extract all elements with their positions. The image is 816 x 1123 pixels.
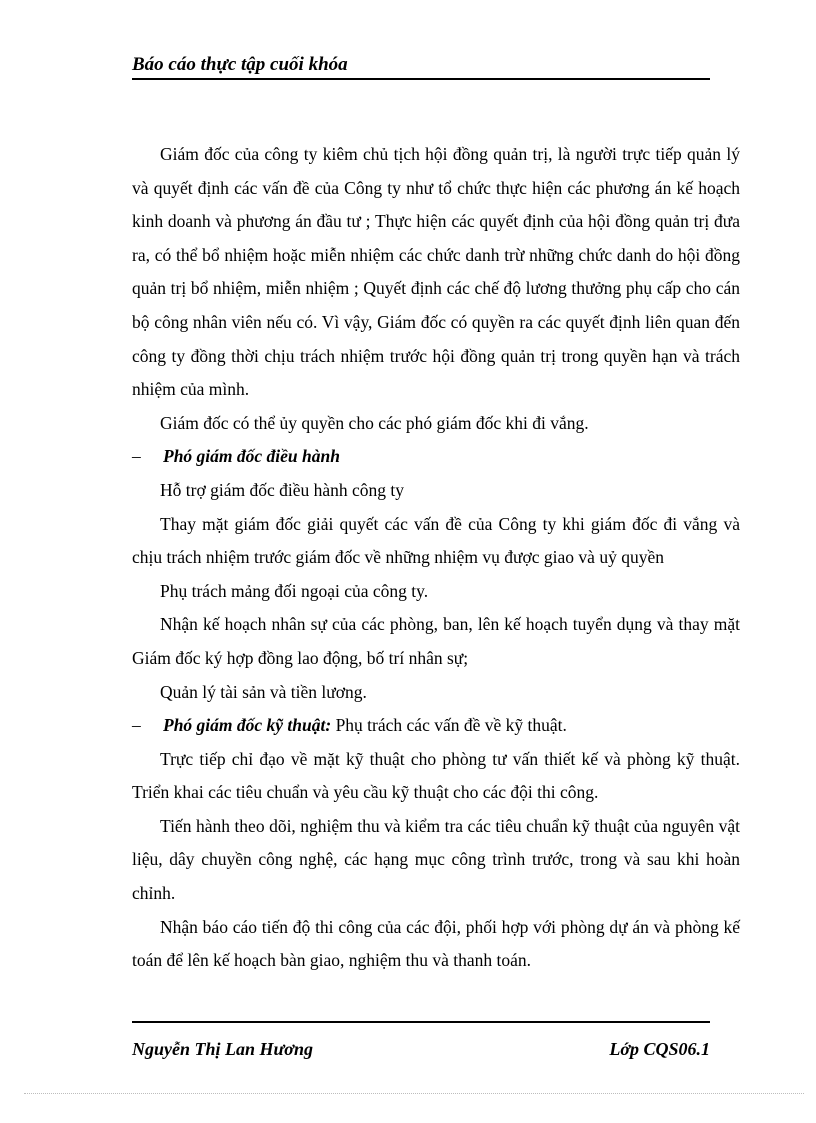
heading-technical-deputy-desc: Phụ trách các vấn đề về kỹ thuật. [331,715,567,736]
heading-technical-deputy: Phó giám đốc kỹ thuật: [163,715,332,736]
dash-bullet: – [132,715,141,736]
paragraph-progress-reports: Nhận báo cáo tiến độ thi công của các đội, phối hợp với phòng dự án và phòng kế toán để lên kế hoạch bàn giao, nghiệm thu và thanh toán. [132,916,740,971]
dash-bullet: – [132,446,141,467]
heading-executive-deputy: Phó giám đốc điều hành [163,446,340,467]
paragraph-external-affairs: Phụ trách mảng đối ngoại của công ty. [160,580,429,601]
paragraph-asset-management: Quản lý tài sản và tiền lương. [160,681,367,702]
paragraph-support-director: Hỗ trợ giám đốc điều hành công ty [160,479,404,500]
section-heading-executive-deputy [132,440,740,474]
header-title: Báo cáo thực tập cuối khóa [132,54,348,75]
paragraph-quality-inspection: Tiến hành theo dõi, nghiệm thu và kiểm tra các tiêu chuẩn kỹ thuật của nguyên vật liệu, dây chuyền công nghệ, các hạng mục công trình trước, trong và sau khi hoàn chỉnh. [132,815,740,904]
footer-divider [132,1021,710,1023]
page-bottom-border [24,1093,804,1094]
paragraph-act-on-behalf: Thay mặt giám đốc giải quyết các vấn đề của Công ty khi giám đốc đi vắng và chịu trách nhiệm trước giám đốc về những nhiệm vụ được giao và uỷ quyền [132,513,740,568]
section-heading-technical-deputy [132,709,740,743]
document-body [132,138,740,978]
page-header [132,52,710,80]
footer-author: Nguyễn Thị Lan Hương [132,1039,313,1059]
paragraph-technical-direction: Trực tiếp chỉ đạo về mặt kỹ thuật cho phòng tư vấn thiết kế và phòng kỹ thuật. Triển khai các tiêu chuẩn và yêu cầu kỹ thuật cho các đội thi công. [132,748,740,803]
paragraph-director-duties: Giám đốc của công ty kiêm chủ tịch hội đồng quản trị, là người trực tiếp quản lý và quyết định các vấn đề của Công ty như tổ chức thực hiện các phương án kế hoạch kinh doanh và phương án đầu tư ; Thực hiện các quyết định của hội đồng quản trị đưa ra, có thể bổ nhiệm hoặc miễn nhiệm các chức danh trừ những chức danh do hội đồng quản trị bổ nhiệm, miễn nhiệm ; Quyết định các chế độ lương thưởng phụ cấp cho cán bộ công nhân viên nếu có. Vì vậy, Giám đốc có quyền ra các quyết định liên quan đến công ty đồng thời chịu trách nhiệm trước hội đồng quản trị trong quyền hạn và trách nhiệm của mình. [132,144,740,400]
footer-class: Lớp CQS06.1 [609,1039,710,1059]
paragraph-hr-planning: Nhận kế hoạch nhân sự của các phòng, ban, lên kế hoạch tuyển dụng và thay mặt Giám đốc ký hợp đồng lao động, bố trí nhân sự; [132,614,740,668]
paragraph-delegation: Giám đốc có thể ủy quyền cho các phó giám đốc khi đi vắng. [160,412,589,433]
